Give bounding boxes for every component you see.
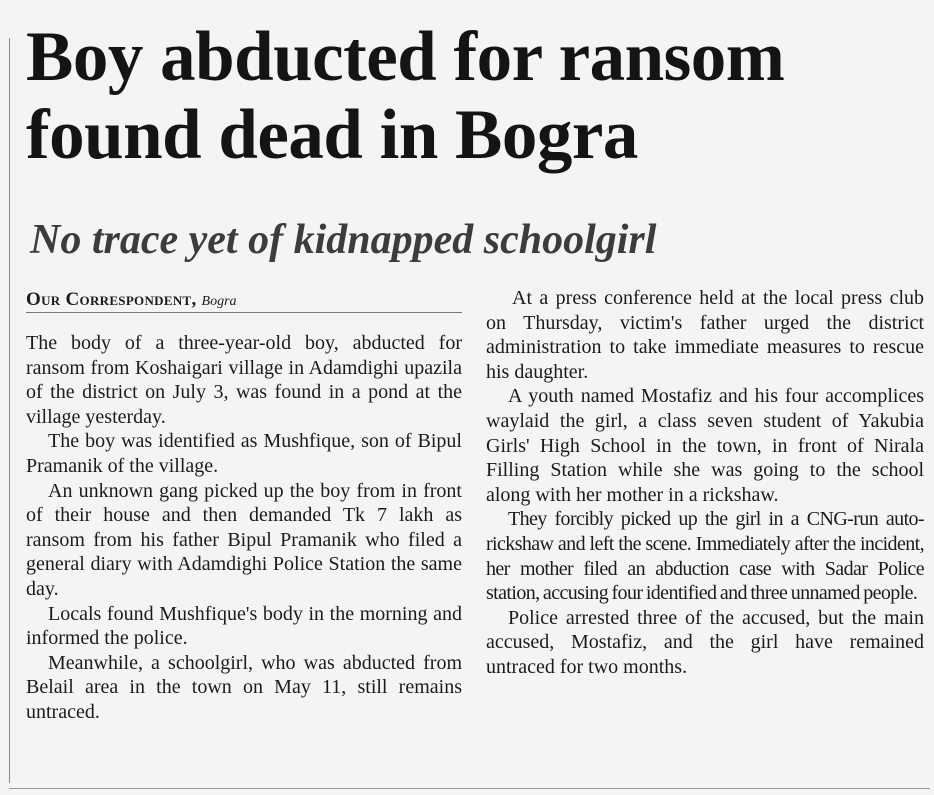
paragraph: The boy was identified as Mushfique, son of Bipul Pramanik of the village.: [26, 430, 462, 477]
byline-location: Bogra: [201, 294, 237, 309]
paragraph: The body of a three-year-old boy, abducted for ransom from Koshaigari village in Adamdighi upazila of the district on July 3, was found in a pond at the village yesterday.: [26, 332, 462, 428]
paragraph: Meanwhile, a schoolgirl, who was abducted from Belail area in the town on May 11, still remains untraced.: [26, 651, 462, 723]
paragraph: At a press conference held at the local press club on Thursday, victim's father urged the district administration to take immediate measures to rescue his daughter.: [486, 287, 924, 383]
paragraph: An unknown gang picked up the boy from in front of their house and then demanded Tk 7 lakh as ransom from his father Bipul Pramanik who filed a general diary with Adamdighi Police Station the same day.: [26, 479, 462, 600]
bottom-rule: [9, 788, 930, 789]
paragraph: Locals found Mushfique's body in the morning and informed the police.: [26, 602, 462, 650]
byline: [26, 286, 462, 313]
left-column: [26, 286, 462, 725]
headline: Boy abducted for ransom found dead in Bogra: [26, 18, 785, 174]
paragraph: A youth named Mostafiz and his four accomplices waylaid the girl, a class seven student of Yakubia Girls' High School in the town, in front of Nirala Filling Station while she was going to the school along with her mother in a rickshaw.: [486, 385, 924, 506]
subheadline: No trace yet of kidnapped schoolgirl: [30, 217, 657, 263]
byline-author: Our Correspondent,: [26, 289, 197, 310]
paragraph: They forcibly picked up the girl in a CNG-run auto-rickshaw and left the scene. Immediately after the incident, her mother filed an abduction case with Sadar Police station, accusing four identified and three unnamed people.: [486, 508, 924, 605]
paragraph: Police arrested three of the accused, but the main accused, Mostafiz, and the girl have remained untraced for two months.: [486, 606, 924, 678]
left-column-rule: [9, 38, 10, 783]
right-column: [486, 286, 924, 680]
